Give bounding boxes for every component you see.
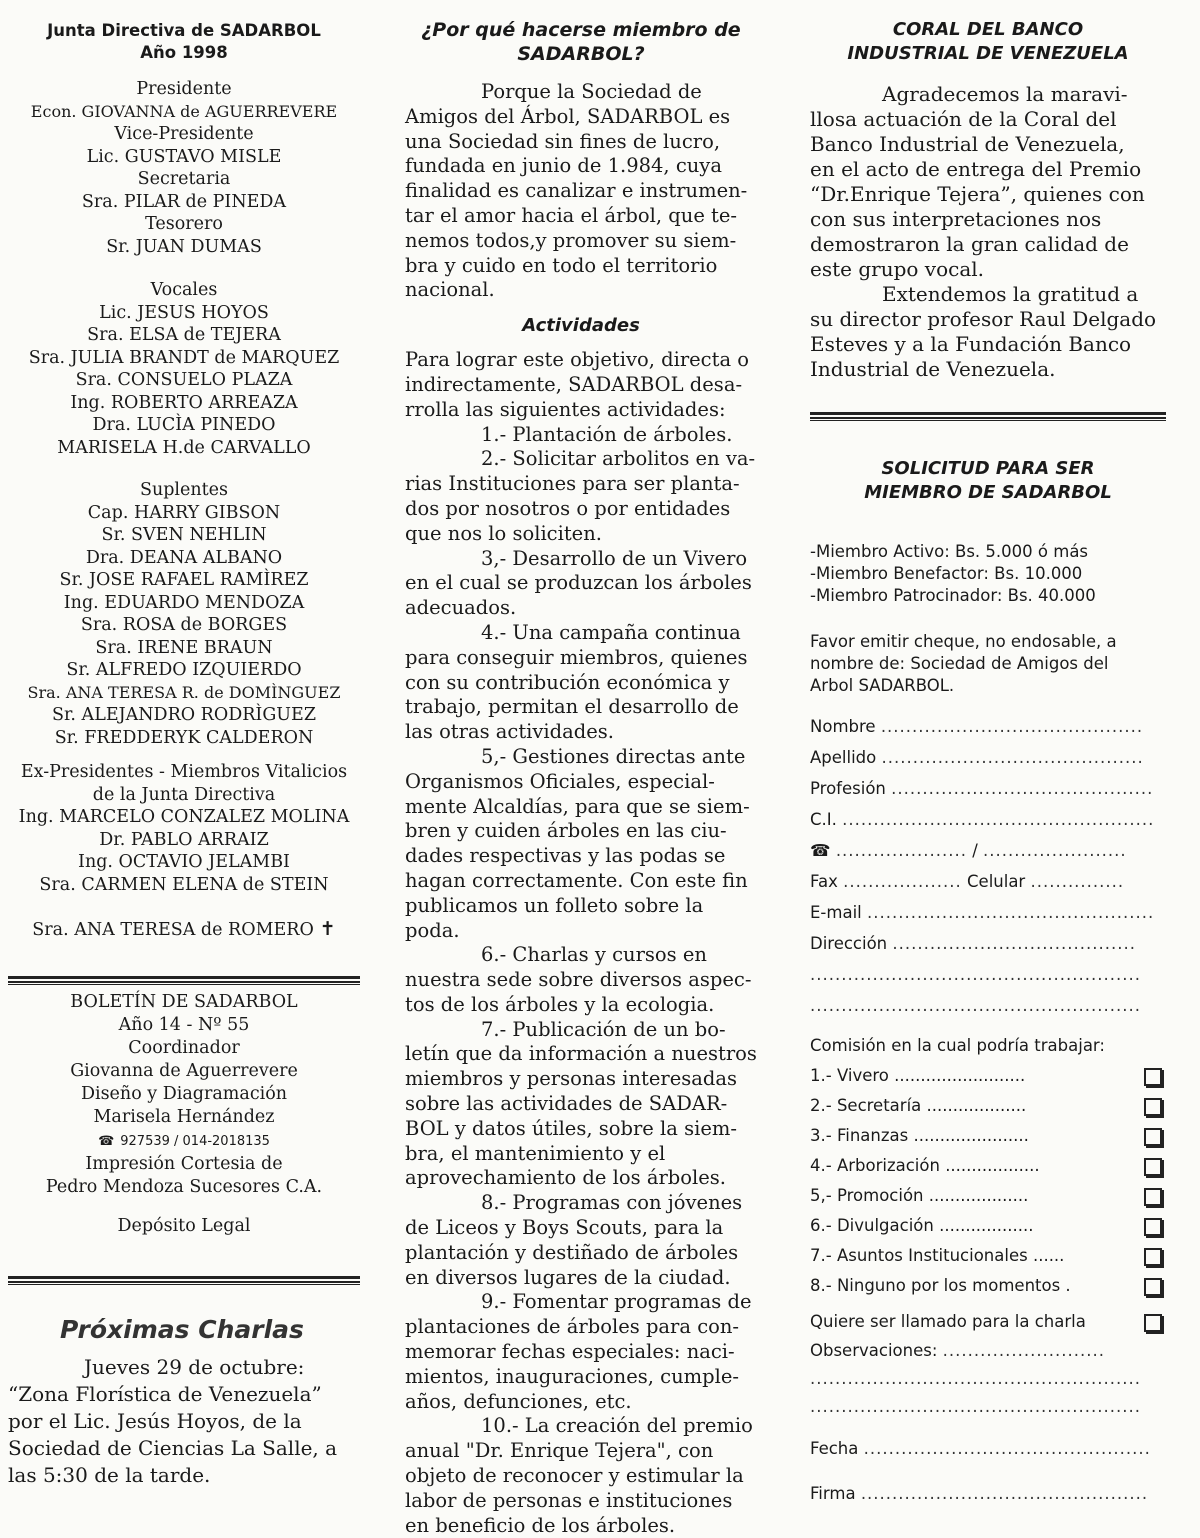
fill-line: ...... <box>1032 1246 1065 1265</box>
coral-title <box>810 18 1166 66</box>
credit-name: Giovanna de Aguerrevere <box>70 1060 298 1081</box>
intro-paragraph <box>405 80 757 303</box>
text-line: publicamos un folleto sobre la <box>405 893 704 917</box>
text-line: Para lograr este objetivo, directa o <box>405 348 750 372</box>
text-line: Banco Industrial de Venezuela, <box>810 132 1125 156</box>
text-line: dos por nosotros o por entidades <box>405 496 731 520</box>
activity-item: 2.- Solicitar arbolitos en va- <box>481 447 756 471</box>
role-label: Vice-Presidente <box>114 124 254 144</box>
text-line: de Liceos y Boys Scouts, para la <box>405 1216 724 1240</box>
member-name: Lic. JESUS HOYOS <box>99 302 269 323</box>
credit-name: Marisela Hernández <box>93 1106 275 1127</box>
fill-line[interactable]: .................................................. <box>842 810 1155 829</box>
role-label: Tesorero <box>145 214 223 234</box>
charlas-line: Jueves 29 de octubre: <box>84 1354 305 1379</box>
member-name: Sra. ELSA de TEJERA <box>87 325 281 345</box>
fill-line: ...................... <box>913 1126 1029 1145</box>
text-line: nuestra sede sobre diversos aspec- <box>405 968 752 992</box>
firma-field[interactable] <box>810 1478 1166 1509</box>
text-line: llosa actuación de la Coral del <box>810 107 1117 131</box>
cheque-instructions <box>810 631 1166 697</box>
member-name: Sr. FREDDERYK CALDERON <box>54 727 314 748</box>
role-label: Ex-Presidentes - Miembros Vitalicios <box>20 762 348 782</box>
field-label: Dirección <box>810 934 888 953</box>
activity-item: 8.- Programas con jóvenes <box>481 1191 743 1215</box>
membership-level: -Miembro Benefactor: Bs. 10.000 <box>810 564 1083 583</box>
member-name: Sr. JUAN DUMAS <box>106 236 262 257</box>
text-line: en diversos lugares de la ciudad. <box>405 1265 731 1289</box>
checkbox[interactable] <box>1144 1068 1162 1086</box>
text-line: objeto de reconocer y estimular la <box>405 1464 744 1488</box>
fill-line[interactable]: ....................................... <box>892 934 1136 953</box>
field-label: Profesión <box>810 779 886 798</box>
member-name: Sra. ROSA de BORGES <box>80 615 288 635</box>
comision-option[interactable] <box>810 1211 1166 1241</box>
junta-title <box>8 20 360 64</box>
text-line: las otras actividades. <box>405 720 615 744</box>
checkbox[interactable] <box>1144 1158 1162 1176</box>
phone-icon: ☎ <box>810 841 831 860</box>
fill-line[interactable]: ..................... <box>835 841 967 860</box>
text-line: bra, el mantenimiento y el <box>405 1141 666 1165</box>
comision-label: 2.- Secretaría <box>810 1096 922 1115</box>
text-line: Organismos Oficiales, especial- <box>405 769 715 793</box>
actividades-title: Actividades <box>522 315 640 337</box>
checkbox[interactable] <box>1144 1314 1162 1332</box>
text-line: en el acto de entrega del Premio <box>810 157 1142 181</box>
text-line: indirectamente, SADARBOL desa- <box>405 372 743 396</box>
member-name: Sra. PILAR de PINEDA <box>81 191 287 212</box>
member-name: Sra. CONSUELO PLAZA <box>75 370 293 390</box>
charla-label: Quiere ser llamado para la charla <box>810 1312 1086 1331</box>
member-name: Sr. ALEJANDRO RODRÌGUEZ <box>52 705 316 725</box>
role-label: Vocales <box>150 280 218 300</box>
text-line: plantaciones de árboles para con- <box>405 1315 740 1339</box>
fill-line: ................... <box>926 1096 1027 1115</box>
por-que-title-line: ¿Por qué hacerse miembro de <box>421 19 741 41</box>
boletin-credits <box>8 991 360 1238</box>
text-line: poda. <box>405 918 460 942</box>
text-line: BOL y datos útiles, sobre la siem- <box>405 1116 737 1140</box>
comision-label: 5,- Promoción <box>810 1186 924 1205</box>
member-name: Dra. DEANA ALBANO <box>85 547 283 568</box>
credit-role: Impresión Cortesia de <box>85 1153 283 1174</box>
text-line: rias Instituciones para ser planta- <box>405 472 740 496</box>
text-line: con su contribución económica y <box>405 670 730 694</box>
text-line: nacional. <box>405 278 495 302</box>
direccion-line[interactable] <box>810 959 1166 990</box>
activity-item: 5,- Gestiones directas ante <box>481 744 746 768</box>
text-line: anual "Dr. Enrique Tejera", con <box>405 1439 714 1463</box>
fill-line: ................... <box>928 1186 1029 1205</box>
divider-rule <box>810 412 1166 421</box>
fill-line[interactable]: .......................................... <box>881 748 1144 767</box>
fill-line[interactable]: ............... <box>1030 872 1125 891</box>
charlas-line: Sociedad de Ciencias La Salle, a <box>8 1435 338 1460</box>
member-name: Econ. GIOVANNA de AGUERREVERE <box>30 101 338 121</box>
fill-line[interactable]: .............................................. <box>863 1439 1151 1458</box>
observaciones-line[interactable] <box>810 1393 1166 1421</box>
phone-icon: ☎ <box>98 1133 115 1149</box>
comision-option[interactable] <box>810 1091 1166 1121</box>
officers-list <box>8 78 360 942</box>
deposito-legal: Depósito Legal <box>117 1215 251 1236</box>
fill-line[interactable]: ..................................................... <box>810 996 1141 1015</box>
member-name: MARISELA H.de CARVALLO <box>57 437 311 458</box>
text-line: plantación y destiñado de árboles <box>405 1240 739 1264</box>
field-label: Apellido <box>810 748 877 767</box>
fill-line[interactable]: ..................................................... <box>810 965 1141 984</box>
text-line: rrolla las siguientes actividades: <box>405 397 726 421</box>
fill-line[interactable]: ..................................................... <box>810 1369 1141 1388</box>
role-label: Suplentes <box>139 480 229 500</box>
text-line: labor de personas e instituciones <box>405 1488 733 1512</box>
cross-icon: ✝ <box>319 918 336 940</box>
text-line: para conseguir miembros, quienes <box>405 645 748 669</box>
text-line: Porque la Sociedad de <box>481 80 702 103</box>
field-label: Observaciones: <box>810 1341 938 1360</box>
spacer <box>8 896 360 918</box>
apellido-field[interactable] <box>810 742 1166 773</box>
comision-option[interactable] <box>810 1121 1166 1151</box>
field-label: Fecha <box>810 1439 859 1458</box>
member-name: Ing. EDUARDO MENDOZA <box>63 592 305 613</box>
comision-option[interactable] <box>810 1241 1166 1271</box>
text-line: Industrial de Venezuela. <box>810 357 1056 381</box>
text-line: dades respectivas y las podas se <box>405 844 726 868</box>
charlas-line: por el Lic. Jesús Hoyos, de la <box>8 1408 302 1433</box>
comision-option[interactable] <box>810 1061 1166 1091</box>
spacer <box>8 749 360 761</box>
member-name: Sra. JULIA BRANDT de MARQUEZ <box>28 347 340 368</box>
text-line: sobre las actividades de SADAR- <box>405 1092 728 1116</box>
member-name: Sr. JOSE RAFAEL RAMÌREZ <box>59 570 309 590</box>
divider-rule <box>8 1276 360 1285</box>
text-line: “Dr.Enrique Tejera”, quienes con <box>810 182 1145 206</box>
comision-label: 4.- Arborización <box>810 1156 940 1175</box>
divider-rule <box>8 976 360 985</box>
checkbox[interactable] <box>1144 1248 1162 1266</box>
fill-line[interactable]: ....................... <box>983 841 1127 860</box>
column-junta-directiva <box>8 0 360 1489</box>
member-name: Ing. MARCELO CONZALEZ MOLINA <box>18 807 350 827</box>
text-line: una Sociedad sin fines de lucro, <box>405 129 721 153</box>
text-line: fundada en junio de 1.984, cuya <box>405 154 722 178</box>
text-line: tar el amor hacia el árbol, que te- <box>405 203 738 227</box>
credit-role: Diseño y Diagramación <box>80 1083 288 1104</box>
comision-label: 3.- Finanzas <box>810 1126 909 1145</box>
ci-field[interactable] <box>810 804 1166 835</box>
phone-number: 927539 / 014-2018135 <box>120 1133 270 1149</box>
text-line: memorar fechas especiales: naci- <box>405 1340 735 1364</box>
credit-role: Coordinador <box>128 1037 240 1058</box>
fill-line: .................. <box>945 1156 1040 1175</box>
memoriam-name: Sra. ANA TERESA de ROMERO <box>32 920 314 940</box>
text-line: nombre de: Sociedad de Amigos del <box>810 654 1109 673</box>
fill-line: ......................... <box>894 1066 1026 1085</box>
spacer <box>8 459 360 479</box>
comision-label: 7.- Asuntos Institucionales <box>810 1246 1028 1265</box>
text-line: este grupo vocal. <box>810 257 984 281</box>
column-por-que-miembro <box>405 0 757 1538</box>
comision-label: 6.- Divulgación <box>810 1216 934 1235</box>
application-form <box>810 711 1166 1021</box>
activity-item: 9.- Fomentar programas de <box>481 1290 752 1314</box>
por-que-title <box>405 18 757 66</box>
fill-line[interactable]: .......................... <box>942 1341 1106 1360</box>
fill-line[interactable]: ................... <box>843 872 962 891</box>
member-name: Sr. SVEN NEHLIN <box>101 525 267 545</box>
membership-levels <box>810 541 1166 607</box>
fill-line[interactable]: .............................................. <box>860 1484 1149 1503</box>
text-line: Esteves y a la Fundación Banco <box>810 332 1132 356</box>
member-name: Cap. HARRY GIBSON <box>87 502 281 523</box>
role-label: Secretaria <box>137 169 231 189</box>
fill-line[interactable]: .......................................... <box>891 779 1154 798</box>
activity-item: 4.- Una campaña continua <box>481 620 741 644</box>
field-label: E-mail <box>810 903 862 922</box>
checkbox[interactable] <box>1144 1128 1162 1146</box>
text-line: Extendemos la gratitud a <box>882 282 1139 306</box>
fill-line[interactable]: .......................................... <box>880 717 1144 736</box>
solicitud-title <box>810 457 1166 505</box>
text-line: bren y cuiden árboles en las ciu- <box>405 819 727 843</box>
column-coral-solicitud <box>810 0 1166 1509</box>
role-label: Presidente <box>136 79 232 99</box>
member-name: Ing. OCTAVIO JELAMBI <box>78 852 290 872</box>
text-line: Agradecemos la maravi- <box>882 82 1128 106</box>
profesion-field[interactable] <box>810 773 1166 804</box>
field-label: Firma <box>810 1484 856 1503</box>
text-line: que nos lo soliciten. <box>405 521 602 545</box>
activity-item: 7.- Publicación de un bo- <box>481 1017 726 1041</box>
text-line: nemos todos,y promover su siem- <box>405 228 737 252</box>
direccion-field[interactable] <box>810 928 1166 959</box>
text-line: adecuados. <box>405 596 517 620</box>
text-line: demostraron la gran calidad de <box>810 232 1129 256</box>
observaciones-line[interactable] <box>810 1365 1166 1393</box>
activity-item: 6.- Charlas y cursos en <box>481 943 707 967</box>
fill-line[interactable]: .............................................. <box>866 903 1155 922</box>
text-line: Favor emitir cheque, no endosable, a <box>810 632 1117 651</box>
text-line: con sus interpretaciones nos <box>810 207 1102 231</box>
fill-line: .................. <box>939 1216 1034 1235</box>
coral-title-line: INDUSTRIAL DE VENEZUELA <box>847 43 1129 64</box>
credit-name: Pedro Mendoza Sucesores C.A. <box>45 1176 323 1197</box>
field-label: Nombre <box>810 717 876 736</box>
observaciones-field[interactable] <box>810 1337 1166 1365</box>
text-line: bra y cuido en todo el territorio <box>405 253 718 277</box>
member-name: Sr. ALFREDO IZQUIERDO <box>66 660 302 680</box>
activity-item: 1.- Plantación de árboles. <box>481 422 733 446</box>
text-line: años, defunciones, etc. <box>405 1389 632 1413</box>
memoriam-line <box>8 918 360 942</box>
email-field[interactable] <box>810 897 1166 928</box>
coral-title-line: CORAL DEL BANCO <box>892 19 1084 40</box>
comision-option[interactable] <box>810 1151 1166 1181</box>
member-name: Lic. GUSTAVO MISLE <box>86 146 282 167</box>
charlas-line: las 5:30 de la tarde. <box>8 1462 211 1487</box>
fax-celular-field[interactable] <box>810 866 1166 897</box>
spacer <box>8 258 360 279</box>
membership-level: -Miembro Patrocinador: Bs. 40.000 <box>810 586 1096 605</box>
solicitud-title-line: MIEMBRO DE SADARBOL <box>864 482 1112 503</box>
phone-line <box>8 1129 360 1153</box>
junta-title-year: Año 1998 <box>140 43 228 62</box>
nombre-field[interactable] <box>810 711 1166 742</box>
member-name: Ing. ROBERTO ARREAZA <box>70 392 298 413</box>
text-line: Amigos del Árbol, SADARBOL es <box>405 104 731 128</box>
por-que-title-line: SADARBOL? <box>517 43 645 65</box>
direccion-line[interactable] <box>810 990 1166 1021</box>
text-line: en beneficio de los árboles. <box>405 1513 676 1537</box>
checkbox[interactable] <box>1144 1188 1162 1206</box>
text-line: finalidad es canalizar e instrumen- <box>405 179 748 203</box>
member-name: Sra. ANA TERESA R. de DOMÌNGUEZ <box>27 682 341 702</box>
comision-label: 8.- Ninguno por los momentos . <box>810 1276 1071 1295</box>
text-line: en el cual se produzcan los árboles <box>405 571 752 595</box>
comision-title: Comisión en la cual podría trabajar: <box>810 1036 1105 1055</box>
membership-level: -Miembro Activo: Bs. 5.000 ó más <box>810 542 1089 561</box>
text-line: tos de los árboles y la ecologia. <box>405 992 715 1016</box>
activity-item: 3,- Desarrollo de un Vivero <box>481 546 748 570</box>
charla-option[interactable] <box>810 1307 1166 1337</box>
phone-field[interactable] <box>810 835 1166 866</box>
checkbox[interactable] <box>1144 1218 1162 1236</box>
comision-option[interactable] <box>810 1181 1166 1211</box>
text-line: mientos, inauguraciones, cumple- <box>405 1364 739 1388</box>
boletin-title: BOLETÍN DE SADARBOL <box>70 991 298 1012</box>
member-name: Sra. IRENE BRAUN <box>95 637 273 658</box>
observaciones-section <box>810 1337 1166 1509</box>
phone-separator: / <box>972 841 978 860</box>
text-line: trabajo, permitan el desarrollo de <box>405 695 739 719</box>
field-label: C.I. <box>810 810 837 829</box>
activities-list <box>405 348 757 1538</box>
charlas-body <box>8 1354 360 1489</box>
text-line: su director profesor Raul Delgado <box>810 307 1157 331</box>
member-name: Sra. CARMEN ELENA de STEIN <box>39 874 329 895</box>
text-line: hagan correctamente. Con este fin <box>405 868 748 892</box>
checkbox[interactable] <box>1144 1098 1162 1116</box>
coral-paragraph <box>810 82 1166 382</box>
comision-section <box>810 1031 1166 1337</box>
fill-line[interactable]: ..................................................... <box>810 1397 1141 1416</box>
field-label: Celular <box>967 872 1026 891</box>
comision-label: 1.- Vivero <box>810 1066 889 1085</box>
junta-title-line: Junta Directiva de SADARBOL <box>47 21 321 40</box>
charlas-line: “Zona Florística de Venezuela” <box>8 1381 322 1406</box>
member-name: Dra. LUCÌA PINEDO <box>92 415 276 435</box>
boletin-issue: Año 14 - Nº 55 <box>118 1014 250 1035</box>
text-line: aprovechamiento de los árboles. <box>405 1166 726 1190</box>
field-label: Fax <box>810 872 838 891</box>
member-name: Dr. PABLO ARRAIZ <box>99 829 269 850</box>
text-line: letín que da información a nuestros <box>405 1042 757 1066</box>
text-line: Arbol SADARBOL. <box>810 676 955 695</box>
comision-option[interactable] <box>810 1271 1166 1301</box>
charlas-title: Próximas Charlas <box>60 1314 304 1344</box>
role-label: de la Junta Directiva <box>92 784 276 805</box>
fecha-field[interactable] <box>810 1433 1166 1464</box>
text-line: mente Alcaldías, para que se siem- <box>405 794 750 818</box>
checkbox[interactable] <box>1144 1278 1162 1296</box>
activity-item: 10.- La creación del premio <box>481 1414 753 1438</box>
text-line: miembros y personas interesadas <box>405 1067 737 1091</box>
solicitud-title-line: SOLICITUD PARA SER <box>881 458 1095 479</box>
